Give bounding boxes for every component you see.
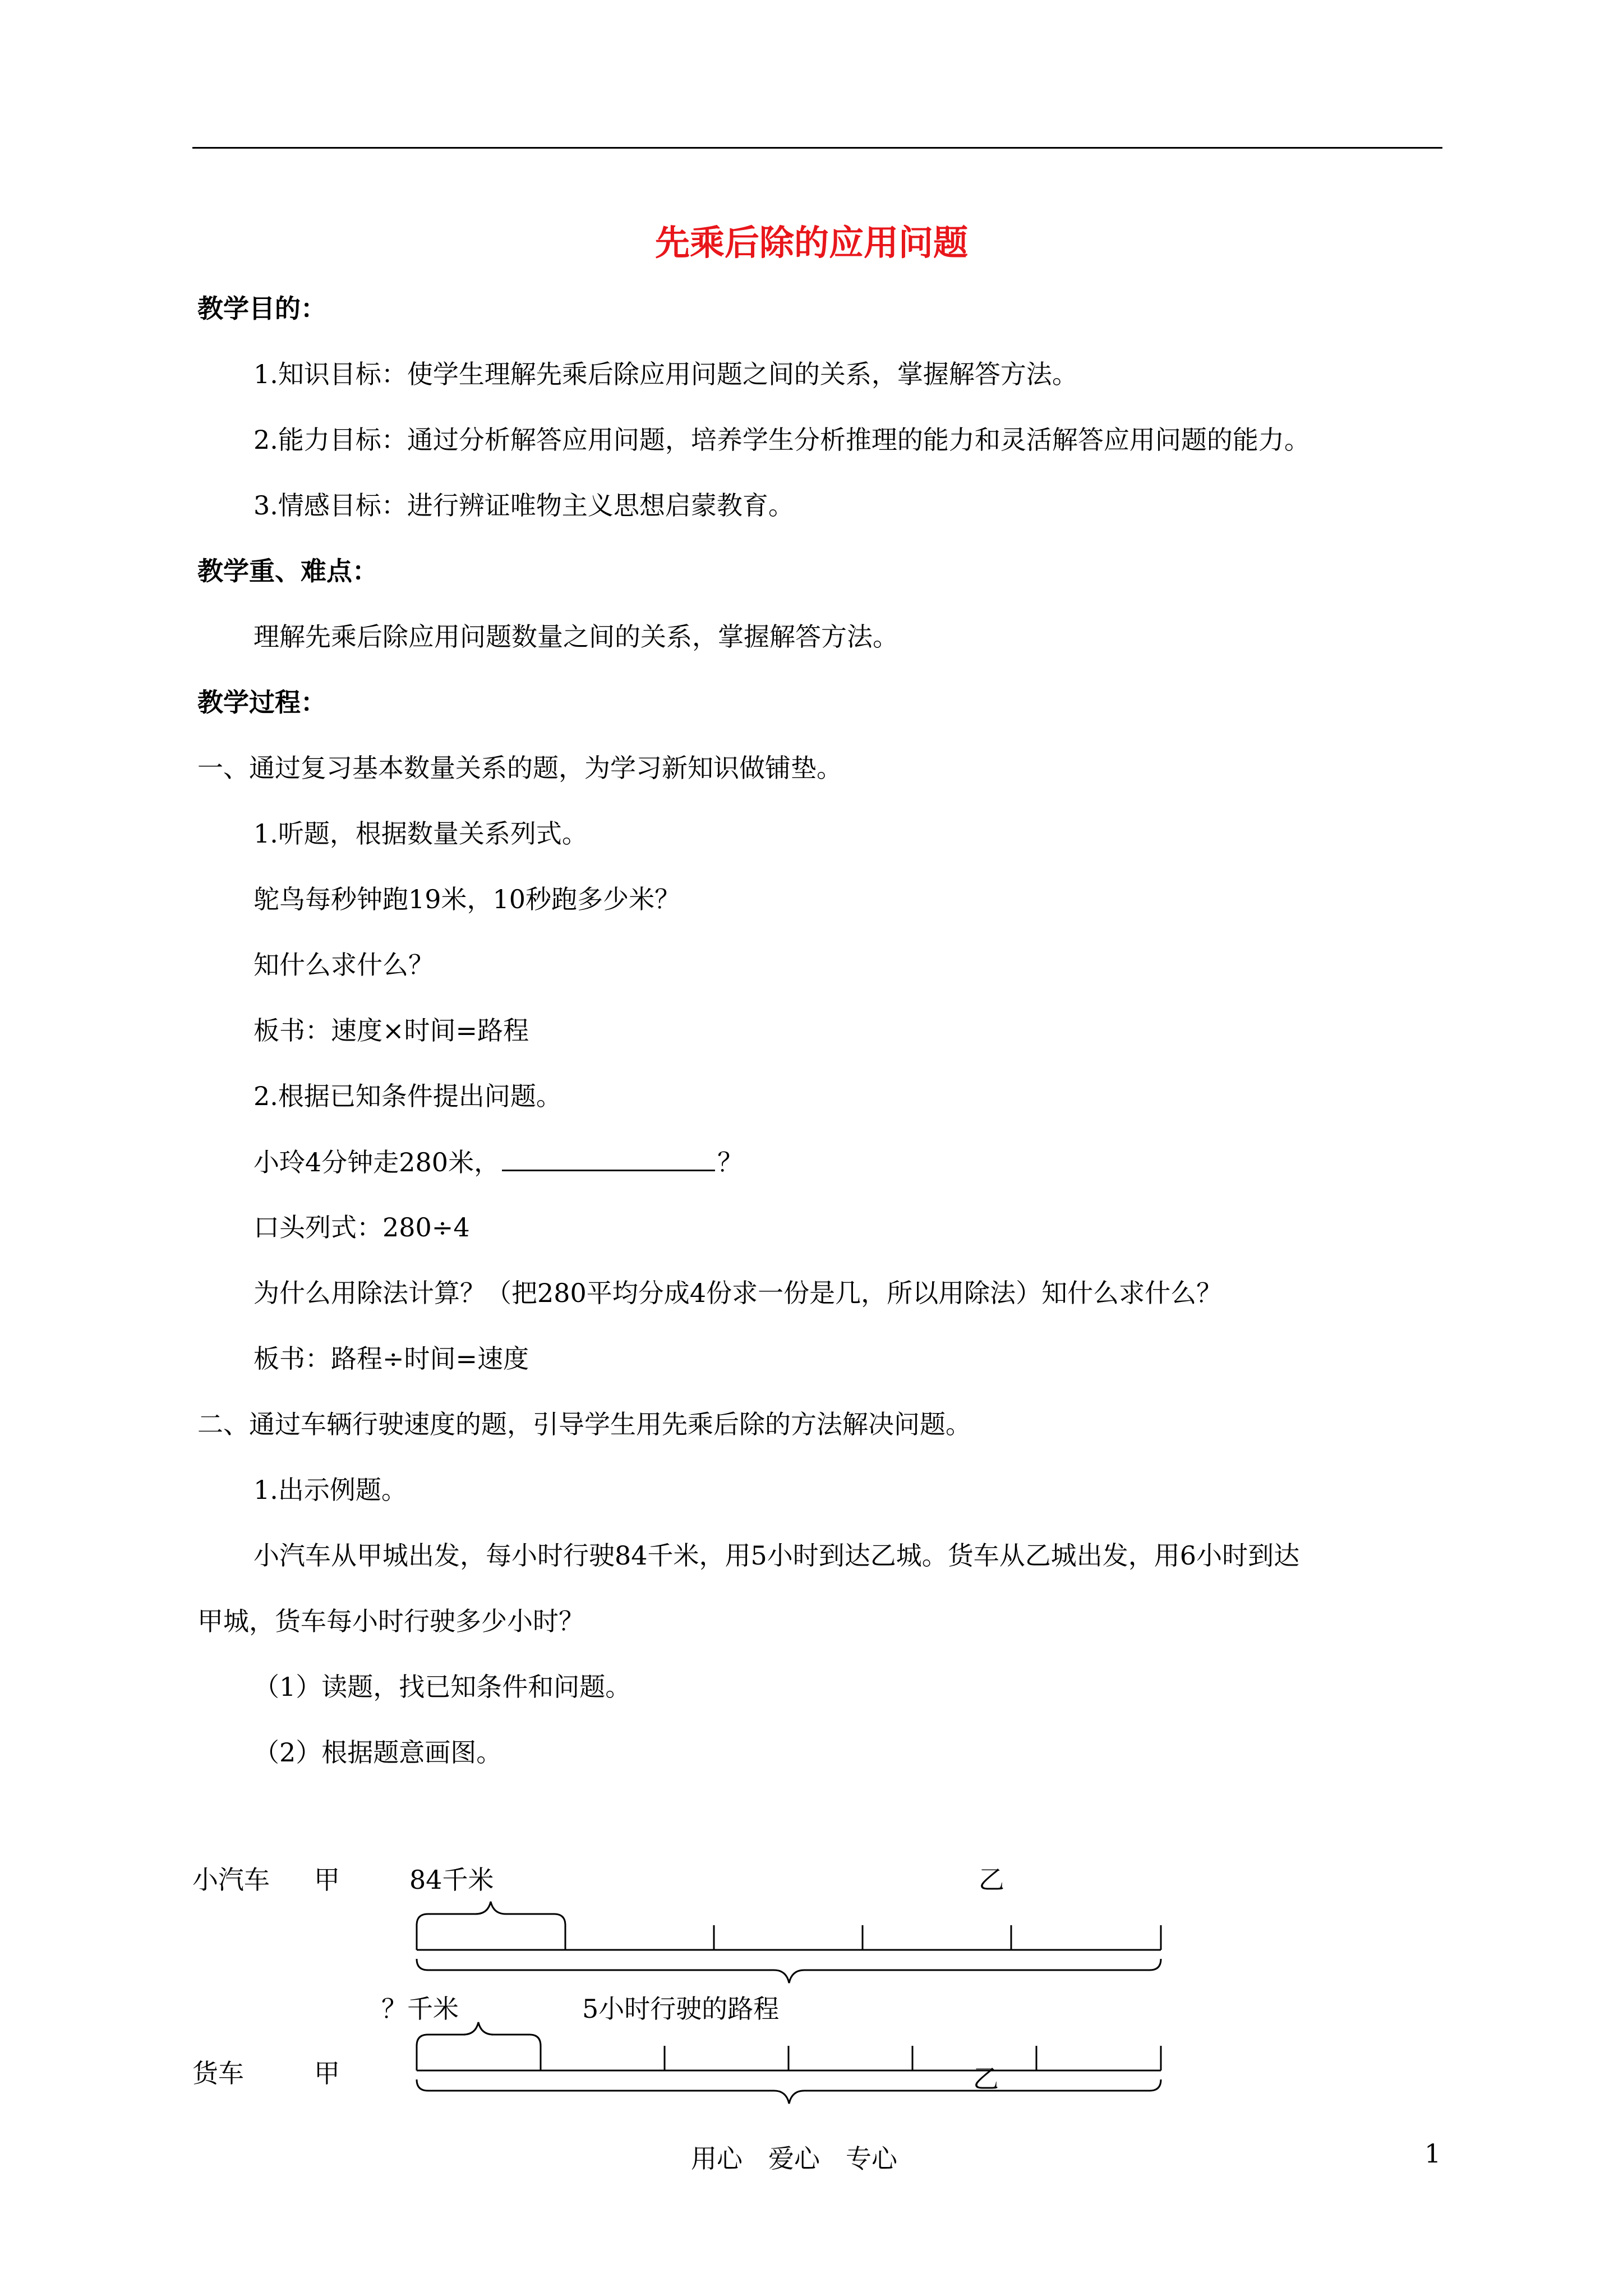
page-title: 先乘后除的应用问题 [654,222,968,263]
board-note-speed: 板书：速度×时间=路程 [253,1015,529,1046]
xiaoling-problem [253,1145,743,1179]
step-example: 1.出示例题。 [253,1475,407,1505]
objectives-heading: 教学目的： [197,293,326,324]
answer-blank [502,1145,715,1171]
objective-ability: 2.能力目标：通过分析解答应用问题，培养学生分析推理的能力和灵活解答应用问题的能力。 [253,425,1310,455]
car-segment-brace [417,1902,565,1950]
oral-formula: 口头列式：280÷4 [253,1212,470,1243]
key-points-text: 理解先乘后除应用问题数量之间的关系，掌握解答方法。 [253,622,898,652]
car-end-label: 乙 [979,1865,1004,1895]
objective-knowledge: 1.知识目标：使学生理解先乘后除应用问题之间的关系，掌握解答方法。 [253,359,1078,389]
xiaoling-problem-suffix: ？ [717,1147,744,1177]
truck-label: 货车 [192,2058,244,2088]
section-two-heading: 二、通过车辆行驶速度的题，引导学生用先乘后除的方法解决问题。 [197,1409,971,1439]
car-start-label: 甲 [314,1865,340,1895]
board-note-distance: 板书：路程÷时间=速度 [253,1343,529,1374]
why-division: 为什么用除法计算？（把280平均分成4份求一份是几，所以用除法）知什么求什么？ [253,1278,1223,1308]
xiaoling-problem-text: 小玲4分钟走280米， [253,1147,500,1177]
total-distance-brace [417,1959,1161,1983]
header-rule [192,147,1442,149]
car-segment-label: 84千米 [409,1865,494,1895]
objective-emotion: 3.情感目标：进行辨证唯物主义思想启蒙教育。 [253,490,794,521]
truck-segment-brace [417,2022,541,2070]
step-read: （1）读题，找已知条件和问题。 [253,1672,631,1702]
key-points-heading: 教学重、难点： [197,556,378,586]
car-label: 小汽车 [192,1865,270,1895]
total-distance-label: 5小时行驶的路程 [582,1994,780,2024]
footer-motto: 用心 爱心 专心 [691,2143,897,2174]
step-draw: （2）根据题意画图。 [253,1737,502,1768]
truck-start-label: 甲 [314,2058,340,2088]
truck-segment-label: ？千米 [381,1994,459,2024]
question-known: 知什么求什么？ [253,950,434,980]
step-ask: 2.根据已知条件提出问题。 [253,1081,562,1111]
section-one-heading: 一、通过复习基本数量关系的题，为学习新知识做铺垫。 [197,753,842,783]
process-heading: 教学过程： [197,687,326,717]
ostrich-problem: 鸵鸟每秒钟跑19米，10秒跑多少米？ [253,884,681,914]
truck-end-label: 乙 [973,2064,999,2094]
truck-total-brace [417,2079,1161,2104]
page-number: 1 [1424,2138,1441,2169]
example-problem-line2: 甲城，货车每小时行驶多少小时？ [197,1606,584,1636]
step-listen: 1.听题，根据数量关系列式。 [253,818,588,849]
example-problem-line1: 小汽车从甲城出发，每小时行驶84千米，用5小时到达乙城。货车从乙城出发，用6小时到达 [253,1540,1300,1571]
